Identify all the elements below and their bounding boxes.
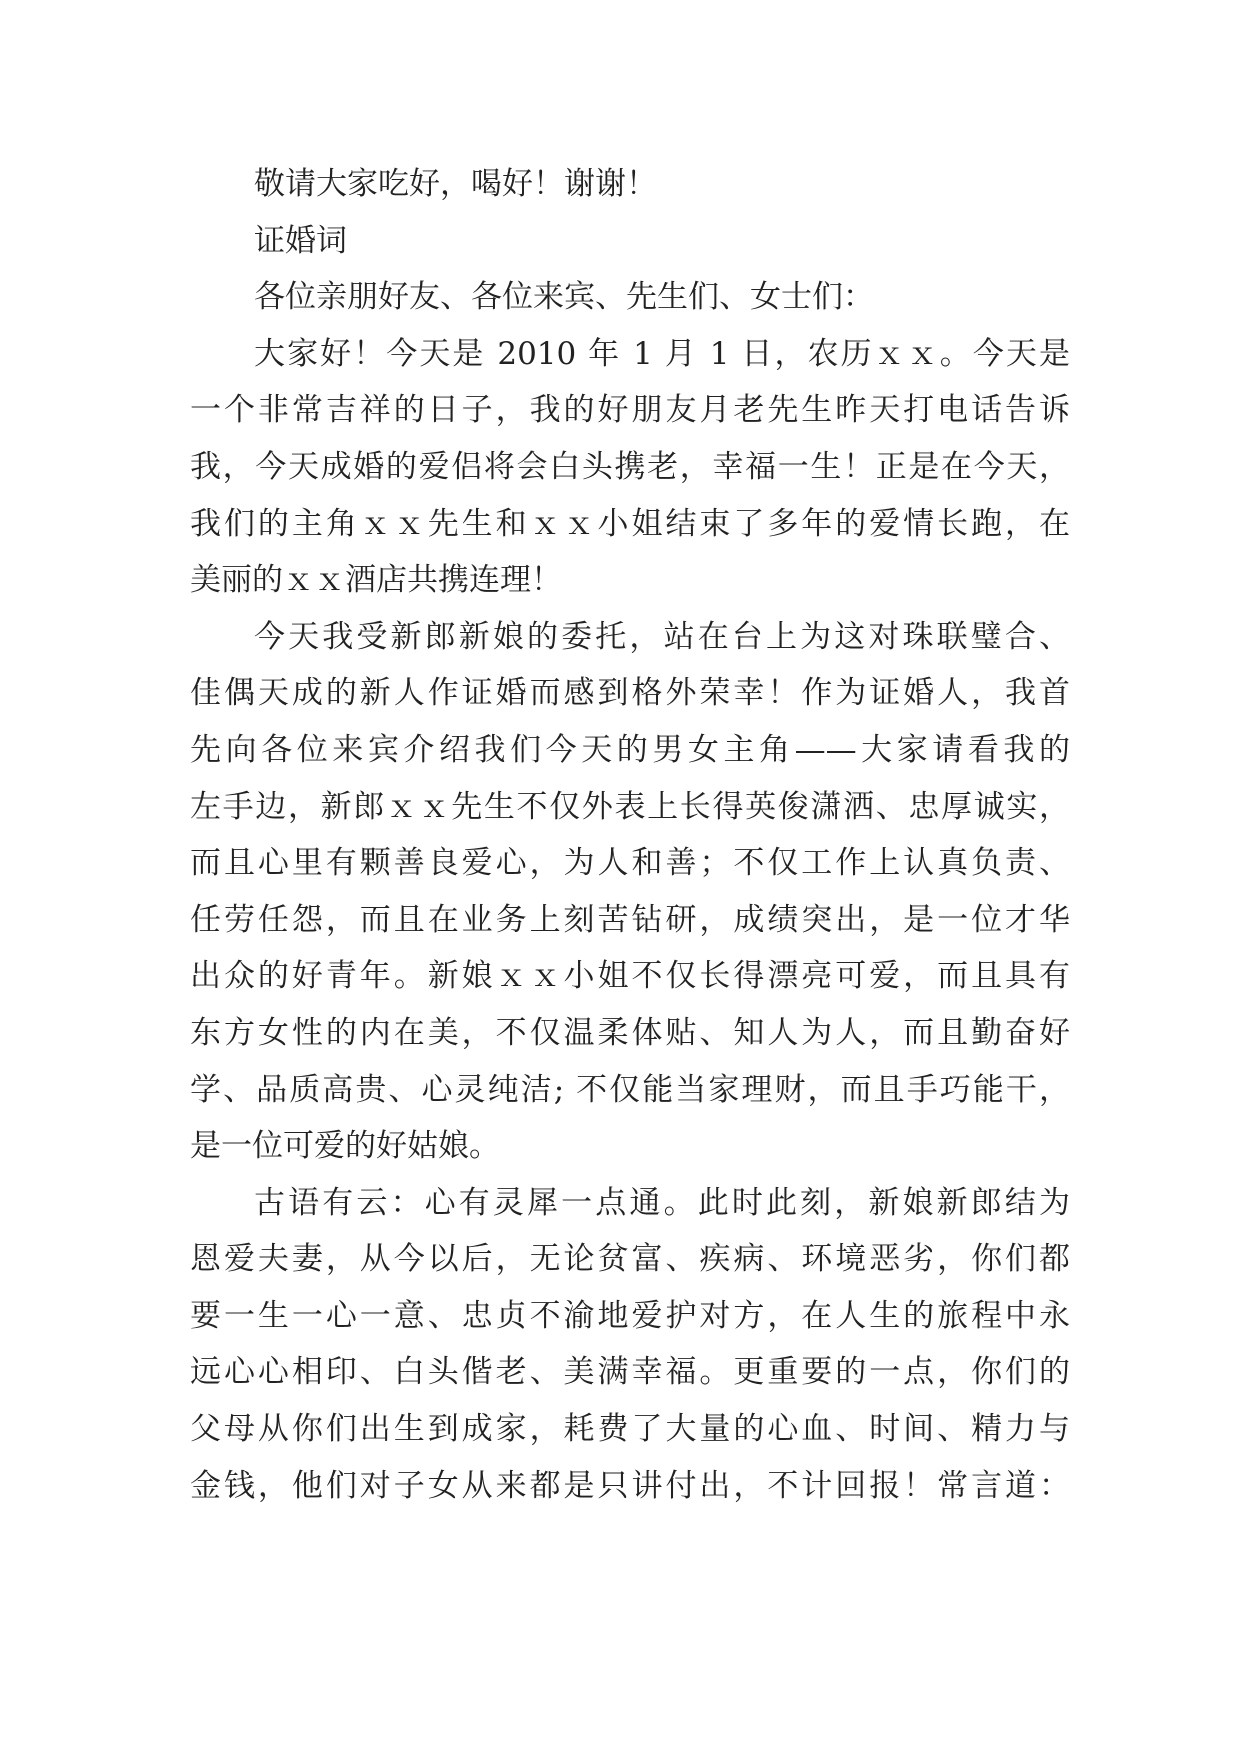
text-line: 出众的好青年。新娘ｘｘ小姐不仅长得漂亮可爱，而且具有 — [190, 958, 1070, 995]
text-line: 我，今天成婚的爱侣将会白头携老，幸福一生！正是在今天， — [190, 448, 1070, 485]
text-line: 任劳任怨，而且在业务上刻苦钻研，成绩突出，是一位才华 — [190, 901, 1070, 938]
text-line: 学、品质高贵、心灵纯洁; 不仅能当家理财，而且手巧能干， — [190, 1071, 1070, 1108]
text-line: 大家好！今天是 2010 年 1 月 1 日，农历ｘｘ。今天是 — [254, 335, 1070, 372]
text-line: 东方女性的内在美，不仅温柔体贴、知人为人，而且勤奋好 — [190, 1014, 1070, 1051]
text-line: 一个非常吉祥的日子，我的好朋友月老先生昨天打电话告诉 — [190, 392, 1070, 429]
text-line: 先向各位来宾介绍我们今天的男女主角——大家请看我的 — [190, 731, 1070, 768]
text-line: 恩爱夫妻，从今以后，无论贫富、疾病、环境恶劣，你们都 — [190, 1241, 1070, 1278]
text-line: 远心心相印、白头偕老、美满幸福。更重要的一点，你们的 — [190, 1354, 1070, 1391]
text-line: 古语有云：心有灵犀一点通。此时此刻，新娘新郎结为 — [254, 1184, 1070, 1221]
text-line: 敬请大家吃好，喝好！谢谢！ — [254, 166, 657, 202]
text-line: 佳偶天成的新人作证婚而感到格外荣幸！作为证婚人，我首 — [190, 675, 1070, 712]
text-line: 而且心里有颗善良爱心，为人和善；不仅工作上认真负责、 — [190, 845, 1070, 882]
text-line: 我们的主角ｘｘ先生和ｘｘ小姐结束了多年的爱情长跑，在 — [190, 505, 1070, 542]
section-title: 证婚词 — [254, 222, 347, 259]
text-line: 今天我受新郎新娘的委托，站在台上为这对珠联璧合、 — [254, 618, 1070, 655]
document-body — [190, 156, 1070, 1514]
text-line: 金钱，他们对子女从来都是只讲付出，不计回报！常言道： — [190, 1467, 1070, 1504]
text-line: 要一生一心一意、忠贞不渝地爱护对方，在人生的旅程中永 — [190, 1297, 1070, 1334]
text-line: 左手边，新郎ｘｘ先生不仅外表上长得英俊潇洒、忠厚诚实， — [190, 788, 1070, 825]
text-line: 美丽的ｘｘ酒店共携连理！ — [190, 562, 562, 599]
text-line: 父母从你们出生到成家，耗费了大量的心血、时间、精力与 — [190, 1411, 1070, 1448]
salutation-line: 各位亲朋好友、各位来宾、先生们、女士们： — [254, 279, 874, 316]
text-line: 是一位可爱的好姑娘。 — [190, 1128, 500, 1165]
